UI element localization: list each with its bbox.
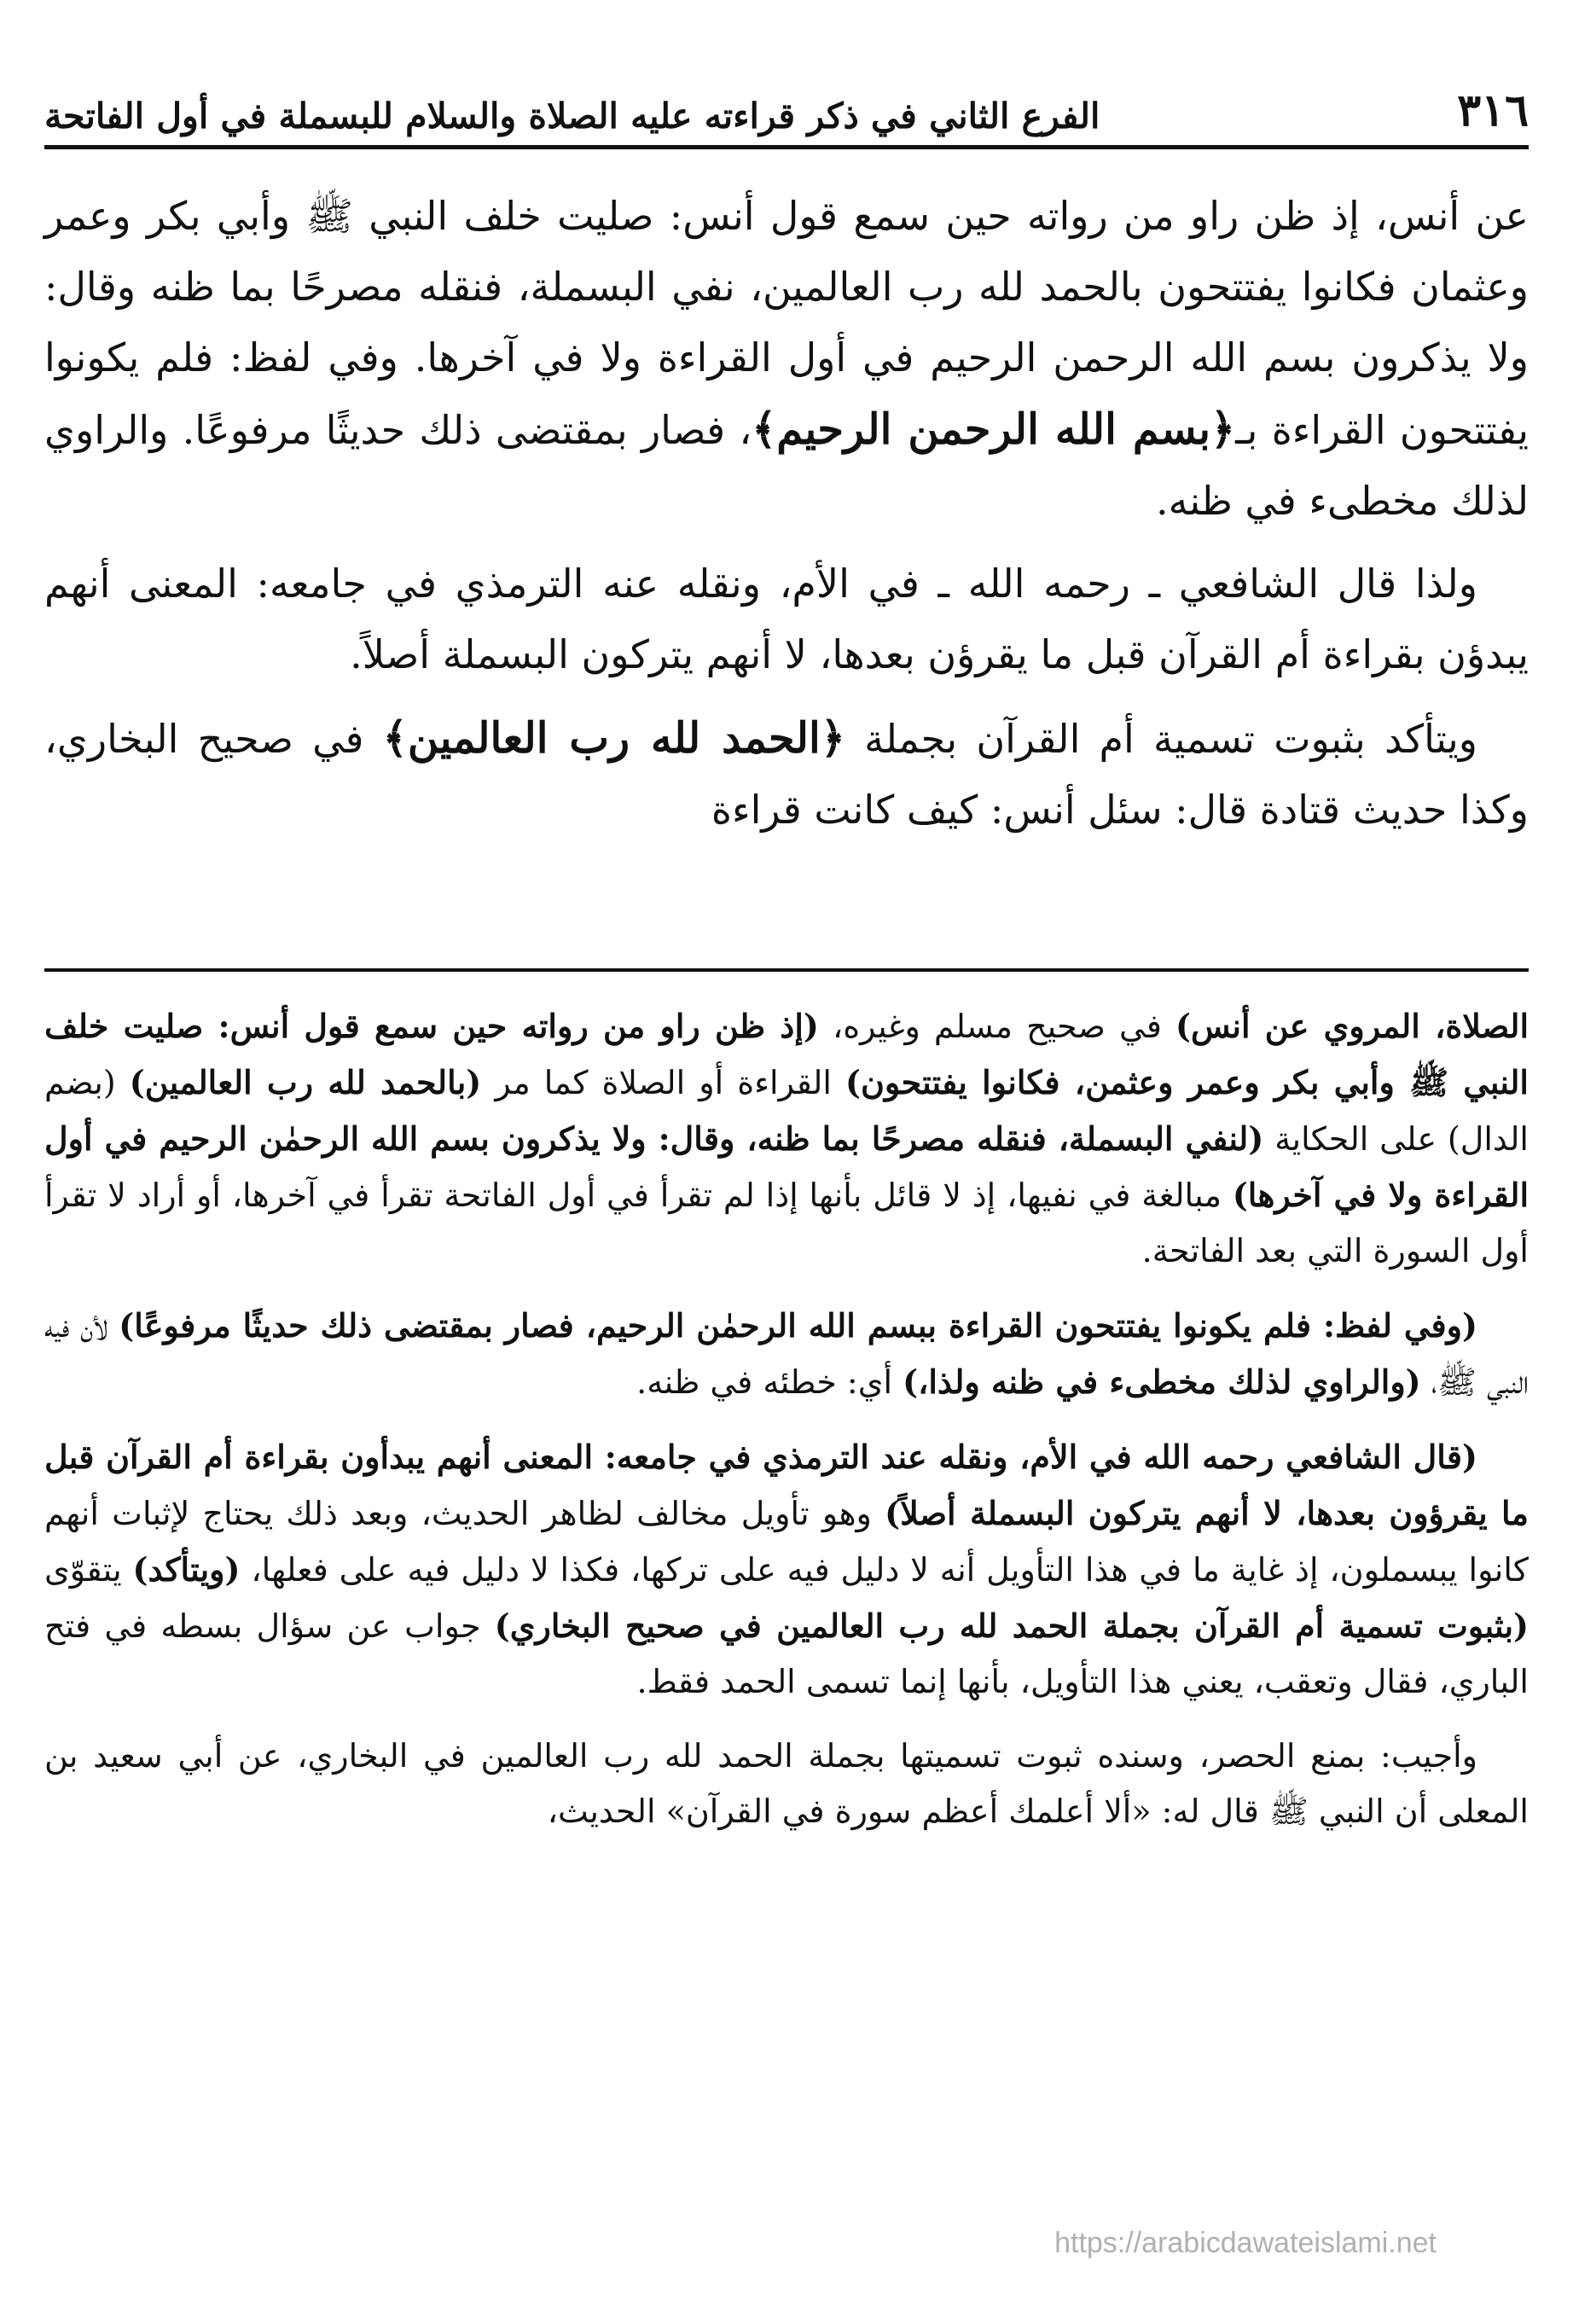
commentary-paragraph bbox=[44, 998, 1529, 1279]
main-text-run: في صحيح البخاري، وكذا حديث قتادة قال: سئل أنس: كيف كانت قراءة bbox=[44, 716, 1529, 833]
main-text-run: ، فصار بمقتضى ذلك حديثًا مرفوعًا. والراوي لذلك مخطىء في ظنه. bbox=[44, 407, 1529, 524]
matn-quote: (إذ ظن راو من رواته حين سمع قول أنس: صليت خلف النبي ﷺ وأبي بكر وعمر وعثمن، فكانوا يفتتحون) bbox=[44, 1007, 1529, 1101]
commentary-run: مبالغة في نفيها، إذ لا قائل بأنها إذا لم تقرأ في أول الفاتحة تقرأ في آخرها، أو أراد لا تقرأ أول السورة التي بعد الفاتحة. bbox=[44, 1177, 1529, 1269]
page-number: ٣١٦ bbox=[1457, 84, 1529, 137]
quran-quote: ﴿الحمد لله رب العالمين﴾ bbox=[382, 712, 845, 763]
commentary-paragraph bbox=[44, 1298, 1529, 1410]
commentary-run: أي: خطئه في ظنه. bbox=[636, 1363, 903, 1401]
commentary-run: يتقوّى bbox=[44, 1551, 133, 1589]
quran-quote: ﴿بسم الله الرحمن الرحيم﴾ bbox=[752, 404, 1236, 454]
matn-quote: (ويتأكد) bbox=[132, 1550, 241, 1589]
commentary-run: وهو تأويل مخالف لظاهر الحديث، وبعد ذلك يحتاج لإثبات أنهم كانوا يبسملون، إذ غاية ما في هذا التأويل أنه لا دليل فيه على تركها، فكذا لا دليل فيه على فعلها، bbox=[44, 1495, 1529, 1589]
watermark-url: https://arabicdawateislami.net bbox=[1054, 2227, 1437, 2259]
matn-quote: (والراوي لذلك مخطىء في ظنه ولذا،) bbox=[903, 1362, 1421, 1401]
matn-quote: (بالحمد لله رب العالمين) bbox=[129, 1063, 482, 1101]
main-text-run: ويتأكد بثبوت تسمية أم القرآن بجملة bbox=[845, 716, 1477, 762]
commentary-run: القراءة أو الصلاة كما مر bbox=[481, 1064, 846, 1101]
matn-quote: (قال الشافعي رحمه الله في الأم، ونقله عند الترمذي في جامعه: المعنى أنهم يبدأون بقراءة أم القرآن قبل ما يقرؤون بعدها، لا أنهم يتركون البسملة أصلاً) bbox=[44, 1438, 1529, 1532]
main-paragraph: ولذا قال الشافعي ـ رحمه الله ـ في الأم، ونقله عنه الترمذي في جامعه: المعنى أنهم يبدؤن بقراءة أم القرآن قبل ما يقرؤن بعدها، لا أنهم يتركون البسملة أصلاً. bbox=[44, 561, 1529, 677]
commentary-text bbox=[44, 998, 1529, 1858]
matn-quote: (لنفي البسملة، فنقله مصرحًا بما ظنه، وقال: ولا يذكرون بسم الله الرحمٰن الرحيم في أول القراءة ولا في آخرها) bbox=[44, 1119, 1529, 1214]
commentary-run: (بضم الدال) على الحكاية bbox=[44, 1064, 1529, 1158]
page-header bbox=[44, 73, 1529, 149]
matn-quote: (وفي لفظ: فلم يكونوا يفتتحون القراءة ببسم الله الرحمٰن الرحيم، فصار بمقتضى ذلك حديثًا مرفوعًا) bbox=[119, 1306, 1477, 1345]
main-text bbox=[44, 181, 1529, 857]
main-paragraph bbox=[44, 181, 1529, 537]
running-title: الفرع الثاني في ذكر قراءته عليه الصلاة والسلام للبسملة في أول الفاتحة bbox=[44, 96, 1100, 137]
main-text-run: عن أنس، إذ ظن راو من رواته حين سمع قول أنس: صليت خلف النبي ﷺ وأبي بكر وعمر وعثمان فكانوا يفتتحون بالحمد لله رب العالمين، نفي البسملة، فنقله مصرحًا بما ظنه وقال: ولا يذكرون بسم الله الرحمن الرحيم في أول القراءة ولا في آخرها. وفي لفظ: فلم يكونوا يفتتحون القراءة بـ bbox=[44, 193, 1529, 453]
commentary-run: لأن فيه النبي ﷺ، bbox=[44, 1307, 1529, 1401]
commentary-run: جواب عن سؤال بسطه في فتح الباري، فقال وتعقب، يعني هذا التأويل، بأنها إنما تسمى الحمد فقط. bbox=[44, 1607, 1529, 1700]
matn-quote: الصلاة، المروي عن أنس) bbox=[1175, 1007, 1529, 1045]
commentary-paragraph: وأجيب: بمنع الحصر، وسنده ثبوت تسميتها بجملة الحمد لله رب العالمين في البخاري، عن أبي سعيد بن المعلى أن النبي ﷺ قال له: «ألا أعلمك أعظم سورة في القرآن» الحديث، bbox=[44, 1737, 1529, 1830]
commentary-run: في صحيح مسلم وغيره، bbox=[818, 1008, 1175, 1045]
commentary-paragraph bbox=[44, 1429, 1529, 1710]
section-divider bbox=[44, 968, 1529, 972]
main-paragraph bbox=[44, 702, 1529, 845]
matn-quote: (بثبوت تسمية أم القرآن بجملة الحمد لله رب العالمين في صحيح البخاري) bbox=[494, 1606, 1529, 1645]
